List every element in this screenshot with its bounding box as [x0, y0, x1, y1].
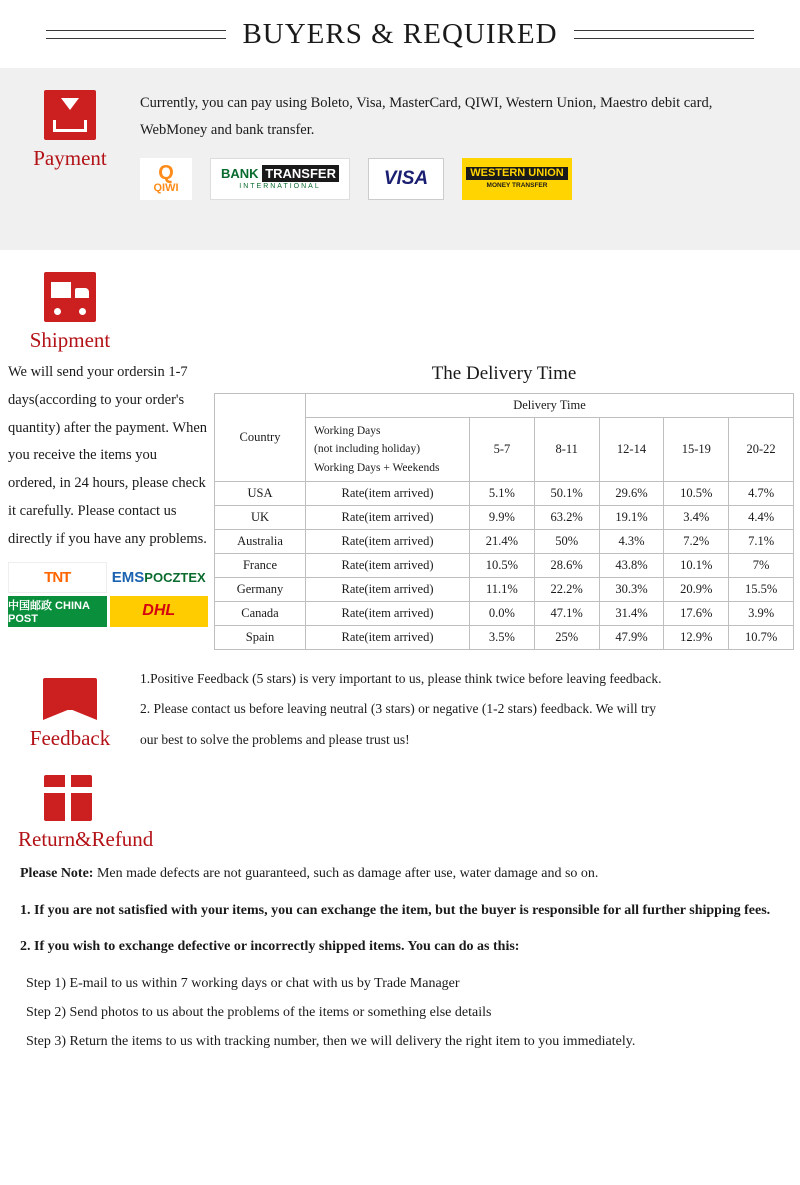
- feedback-text: [140, 666, 800, 757]
- row-rate: Rate(item arrived): [306, 530, 470, 554]
- flag-icon: [43, 678, 97, 710]
- table-row: [215, 626, 794, 650]
- row-value-3: 10.5%: [664, 482, 729, 506]
- shipment-section: [0, 250, 800, 650]
- visa-wordmark: VISA: [383, 167, 429, 189]
- row-rate: Rate(item arrived): [306, 506, 470, 530]
- transfer-word: TRANSFER: [262, 165, 339, 182]
- row-value-4: 3.9%: [729, 602, 794, 626]
- row-value-0: 9.9%: [470, 506, 535, 530]
- row-value-3: 12.9%: [664, 626, 729, 650]
- feedback-label: Feedback: [29, 726, 111, 751]
- working-days-line-3: Working Days + Weekends: [314, 461, 440, 474]
- return-note-rest: Men made defects are not guaranteed, such as damage after use, water damage and so on.: [93, 866, 599, 882]
- feedback-line-1: 1.Positive Feedback (5 stars) is very important to us, please think twice before leaving feedback.: [140, 671, 662, 687]
- header-country: Country: [215, 394, 306, 482]
- row-value-0: 0.0%: [470, 602, 535, 626]
- row-value-1: 50%: [534, 530, 599, 554]
- row-value-2: 30.3%: [599, 578, 664, 602]
- delivery-time-table: [214, 393, 794, 650]
- working-days-line-2: (not including holiday): [314, 443, 421, 456]
- row-value-4: 4.4%: [729, 506, 794, 530]
- payment-icon-column: [0, 82, 140, 171]
- payment-text: Currently, you can pay using Boleto, Visa, MasterCard, QIWI, Western Union, Maestro debit card, WebMoney and bank transfer.: [140, 95, 713, 138]
- page-header: [0, 0, 800, 68]
- row-rate: Rate(item arrived): [306, 602, 470, 626]
- day-range-3: 15-19: [664, 418, 729, 482]
- return-icon-column: [0, 775, 154, 852]
- row-country: UK: [215, 506, 306, 530]
- shipment-label: Shipment: [29, 328, 111, 352]
- row-country: Canada: [215, 602, 306, 626]
- row-value-1: 25%: [534, 626, 599, 650]
- row-rate: Rate(item arrived): [306, 578, 470, 602]
- row-value-1: 47.1%: [534, 602, 599, 626]
- row-value-2: 31.4%: [599, 602, 664, 626]
- row-country: USA: [215, 482, 306, 506]
- day-range-0: 5-7: [470, 418, 535, 482]
- return-step-1: Step 1) E-mail to us within 7 working days or chat with us by Trade Manager: [26, 976, 460, 992]
- row-value-1: 63.2%: [534, 506, 599, 530]
- day-range-4: 20-22: [729, 418, 794, 482]
- payment-label: Payment: [33, 146, 107, 170]
- ems-pocztex-logo: [110, 562, 209, 593]
- row-value-3: 10.1%: [664, 554, 729, 578]
- bank-transfer-logo: [210, 158, 350, 200]
- row-value-2: 47.9%: [599, 626, 664, 650]
- row-rate: Rate(item arrived): [306, 482, 470, 506]
- row-country: Germany: [215, 578, 306, 602]
- dhl-logo: [110, 596, 209, 627]
- western-union-logo: [462, 158, 572, 200]
- payment-section: [0, 68, 800, 250]
- wu-sub: MONEY TRANSFER: [486, 182, 548, 190]
- row-value-1: 28.6%: [534, 554, 599, 578]
- row-rate: Rate(item arrived): [306, 554, 470, 578]
- qiwi-wordmark: QIWI: [153, 181, 179, 194]
- row-country: Australia: [215, 530, 306, 554]
- bank-sub: INTERNATIONAL: [239, 183, 321, 191]
- row-value-0: 3.5%: [470, 626, 535, 650]
- row-rate: Rate(item arrived): [306, 626, 470, 650]
- return-note: [20, 860, 776, 889]
- row-country: Spain: [215, 626, 306, 650]
- carrier-logos: [8, 562, 208, 627]
- row-country: France: [215, 554, 306, 578]
- shipment-icon-column: [0, 272, 140, 353]
- working-days-line-1: Working Days: [314, 425, 381, 437]
- page-title: BUYERS & REQUIRED: [242, 17, 558, 50]
- return-steps: [20, 970, 776, 1056]
- return-step-3: Step 3) Return the items to us with tracking number, then we will delivery the right item to you immediately.: [26, 1033, 636, 1049]
- row-value-2: 4.3%: [599, 530, 664, 554]
- china-post-logo: 中国邮政 CHINA POST: [8, 596, 107, 627]
- feedback-line-3: our best to solve the problems and please trust us!: [140, 731, 410, 747]
- return-point-1: 1. If you are not satisfied with your items, you can exchange the item, but the buyer is responsible for all further shipping fees.: [20, 902, 771, 918]
- row-value-2: 19.1%: [599, 506, 664, 530]
- row-value-2: 43.8%: [599, 554, 664, 578]
- qiwi-logo: [140, 158, 192, 200]
- row-value-0: 10.5%: [470, 554, 535, 578]
- row-value-0: 11.1%: [470, 578, 535, 602]
- row-value-4: 15.5%: [729, 578, 794, 602]
- row-value-3: 7.2%: [664, 530, 729, 554]
- dhl-word: DHL: [142, 602, 176, 620]
- table-row: [215, 578, 794, 602]
- bank-word: BANK: [221, 166, 263, 182]
- row-value-4: 7.1%: [729, 530, 794, 554]
- feedback-icon-column: [0, 666, 140, 751]
- row-value-4: 4.7%: [729, 482, 794, 506]
- working-days-cell: [306, 418, 470, 482]
- row-value-3: 17.6%: [664, 602, 729, 626]
- header-rule-right: [574, 30, 754, 39]
- return-point-2: 2. If you wish to exchange defective or incorrectly shipped items. You can do as this:: [20, 939, 520, 955]
- row-value-0: 5.1%: [470, 482, 535, 506]
- table-row: [215, 482, 794, 506]
- day-range-2: 12-14: [599, 418, 664, 482]
- feedback-section: [0, 650, 800, 757]
- shipment-text: We will send your ordersin 1-7 days(according to your order's quantity) after the payment. When you receive the items you ordered, in 24 hours, please check it carefully. Please contact us directly if you have any problems.: [8, 364, 208, 547]
- delivery-time-title: The Delivery Time: [431, 363, 577, 384]
- day-range-1: 8-11: [534, 418, 599, 482]
- row-value-0: 21.4%: [470, 530, 535, 554]
- visa-logo: [368, 158, 444, 200]
- return-note-bold: Please Note:: [20, 866, 94, 882]
- header-rule-left: [46, 30, 226, 39]
- return-step-2: Step 2) Send photos to us about the problems of the items or something else details: [26, 1004, 492, 1020]
- table-row: [215, 506, 794, 530]
- shipment-text-column: [0, 359, 214, 627]
- row-value-4: 10.7%: [729, 626, 794, 650]
- truck-icon: [44, 272, 96, 322]
- table-row: [215, 530, 794, 554]
- ems-word: EMS: [111, 568, 145, 586]
- row-value-3: 20.9%: [664, 578, 729, 602]
- wu-wordmark: WESTERN UNION: [466, 167, 568, 181]
- row-value-1: 50.1%: [534, 482, 599, 506]
- qiwi-mark: Q: [158, 161, 174, 184]
- tnt-logo: TNT: [8, 562, 107, 593]
- row-value-2: 29.6%: [599, 482, 664, 506]
- row-value-1: 22.2%: [534, 578, 599, 602]
- feedback-line-2: 2. Please contact us before leaving neutral (3 stars) or negative (1-2 stars) feedback. We will try: [140, 701, 656, 717]
- return-refund-body: [0, 852, 800, 1056]
- header-delivery: Delivery Time: [306, 394, 794, 418]
- table-row: [215, 554, 794, 578]
- row-value-3: 3.4%: [664, 506, 729, 530]
- table-row: [215, 602, 794, 626]
- return-refund-section: [0, 757, 800, 1056]
- pocztex-word: POCZTEX: [144, 569, 206, 585]
- payment-logos: [140, 158, 800, 200]
- gift-box-icon: [44, 775, 92, 821]
- download-box-icon: [44, 90, 96, 140]
- row-value-4: 7%: [729, 554, 794, 578]
- table-header-row: [215, 394, 794, 418]
- return-refund-label: Return&Refund: [18, 827, 154, 852]
